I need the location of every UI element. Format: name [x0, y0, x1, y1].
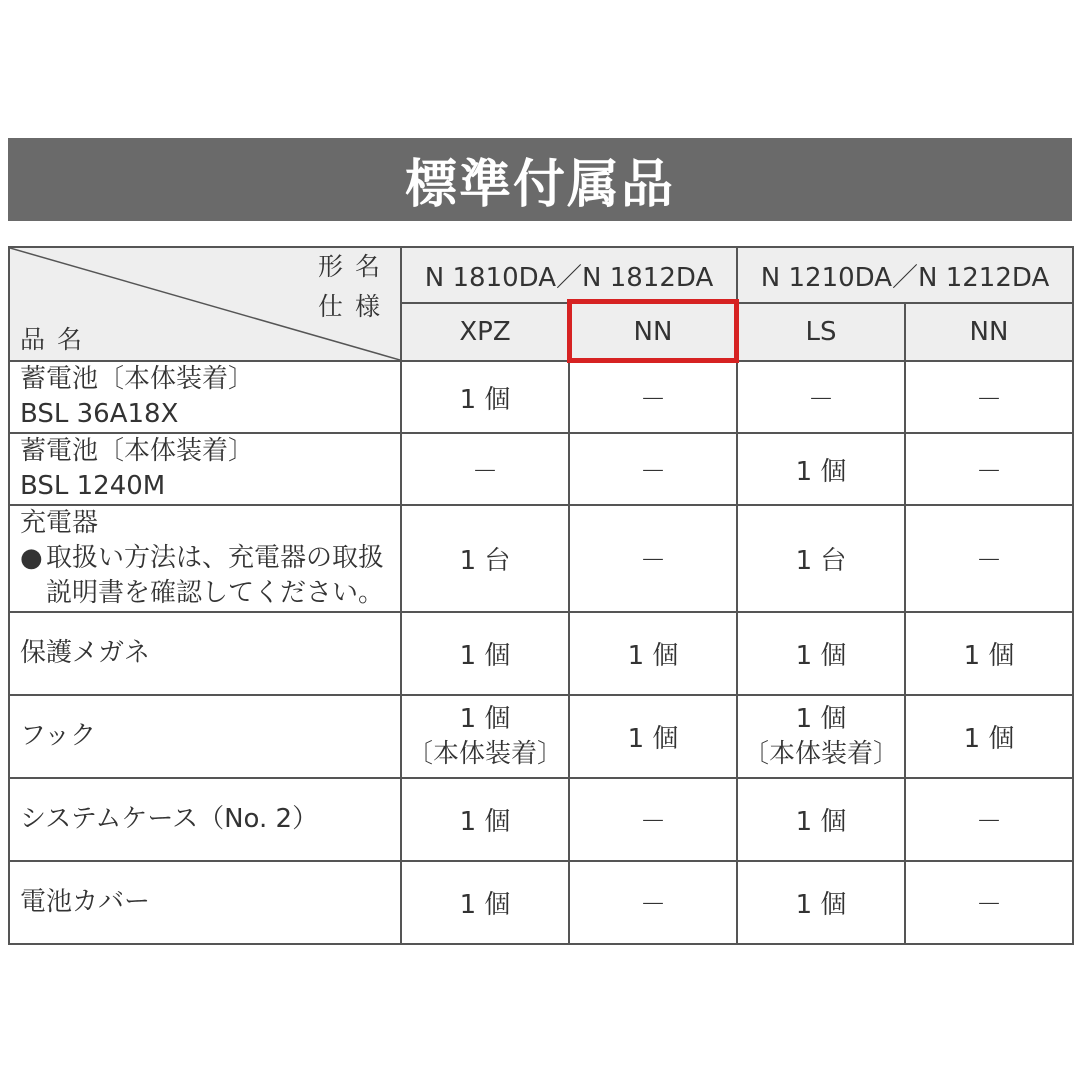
value-cell: － [401, 433, 569, 505]
value-cell [737, 695, 905, 778]
value-multiline [407, 702, 563, 772]
spec-header-cell: LS [737, 303, 905, 361]
value-cell: 1 個 [737, 861, 905, 944]
title-banner [8, 138, 1072, 221]
header-item-label: 品名 [20, 325, 95, 354]
value-cell: － [569, 505, 737, 612]
header-row-models [9, 247, 1073, 303]
value-cell: － [737, 361, 905, 433]
spec-header-cell-highlighted: NN [569, 303, 737, 361]
page-title: 標準付属品 [404, 155, 675, 215]
value-cell: － [905, 361, 1073, 433]
model-header-cell: N 1810DA／N 1812DA [401, 247, 737, 303]
item-name-cell: 保護メガネ [9, 612, 401, 695]
value-text: 1 個 [795, 703, 847, 734]
value-cell: － [905, 861, 1073, 944]
value-subtext: 〔本体装着〕 [406, 738, 563, 769]
item-note [20, 541, 400, 611]
value-cell: 1 個 [905, 695, 1073, 778]
value-cell: 1 個 [737, 433, 905, 505]
item-name-cell: システムケース（No. 2） [9, 778, 401, 861]
value-cell: 1 個 [569, 695, 737, 778]
item-name-line: 蓄電池〔本体装着〕 [20, 364, 255, 394]
table-row [9, 612, 1073, 695]
table-row [9, 695, 1073, 778]
item-name-cell [9, 361, 401, 433]
value-cell [401, 695, 569, 778]
value-cell: － [905, 778, 1073, 861]
value-cell: － [905, 433, 1073, 505]
header-corner-cell [9, 247, 401, 361]
table-row [9, 778, 1073, 861]
note-line: 説明書を確認してください。 [46, 578, 385, 608]
value-cell: － [905, 505, 1073, 612]
item-name-line: 充電器 [20, 508, 99, 538]
value-multiline [743, 702, 899, 772]
table-row [9, 361, 1073, 433]
value-cell: 1 台 [737, 505, 905, 612]
value-cell: 1 個 [401, 612, 569, 695]
value-cell: － [569, 778, 737, 861]
table-row [9, 505, 1073, 612]
item-name-cell: フック [9, 695, 401, 778]
table-row [9, 433, 1073, 505]
table-row [9, 861, 1073, 944]
item-name-line: 蓄電池〔本体装着〕 [20, 436, 255, 466]
header-form-label: 形名 [317, 252, 392, 281]
spec-header-cell: NN [905, 303, 1073, 361]
value-cell: － [569, 433, 737, 505]
value-cell: － [569, 861, 737, 944]
value-cell: 1 個 [737, 778, 905, 861]
value-cell: 1 個 [569, 612, 737, 695]
item-model-line: BSL 36A18X [20, 399, 179, 429]
value-cell: 1 個 [905, 612, 1073, 695]
bullet-icon: ● [20, 543, 43, 573]
item-name-cell [9, 433, 401, 505]
value-cell: 1 個 [401, 861, 569, 944]
value-cell: 1 台 [401, 505, 569, 612]
item-model-line: BSL 1240M [20, 471, 166, 501]
note-line: 取扱い方法は、充電器の取扱 [46, 543, 385, 573]
value-cell: 1 個 [401, 778, 569, 861]
value-subtext: 〔本体装着〕 [742, 738, 899, 769]
value-cell: － [569, 361, 737, 433]
spec-header-cell: XPZ [401, 303, 569, 361]
value-text: 1 個 [459, 703, 511, 734]
value-cell: 1 個 [401, 361, 569, 433]
model-header-cell: N 1210DA／N 1212DA [737, 247, 1073, 303]
header-spec-label: 仕様 [317, 292, 392, 321]
accessories-table [8, 246, 1074, 945]
item-name-cell [9, 505, 401, 612]
value-cell: 1 個 [737, 612, 905, 695]
item-name-cell: 電池カバー [9, 861, 401, 944]
